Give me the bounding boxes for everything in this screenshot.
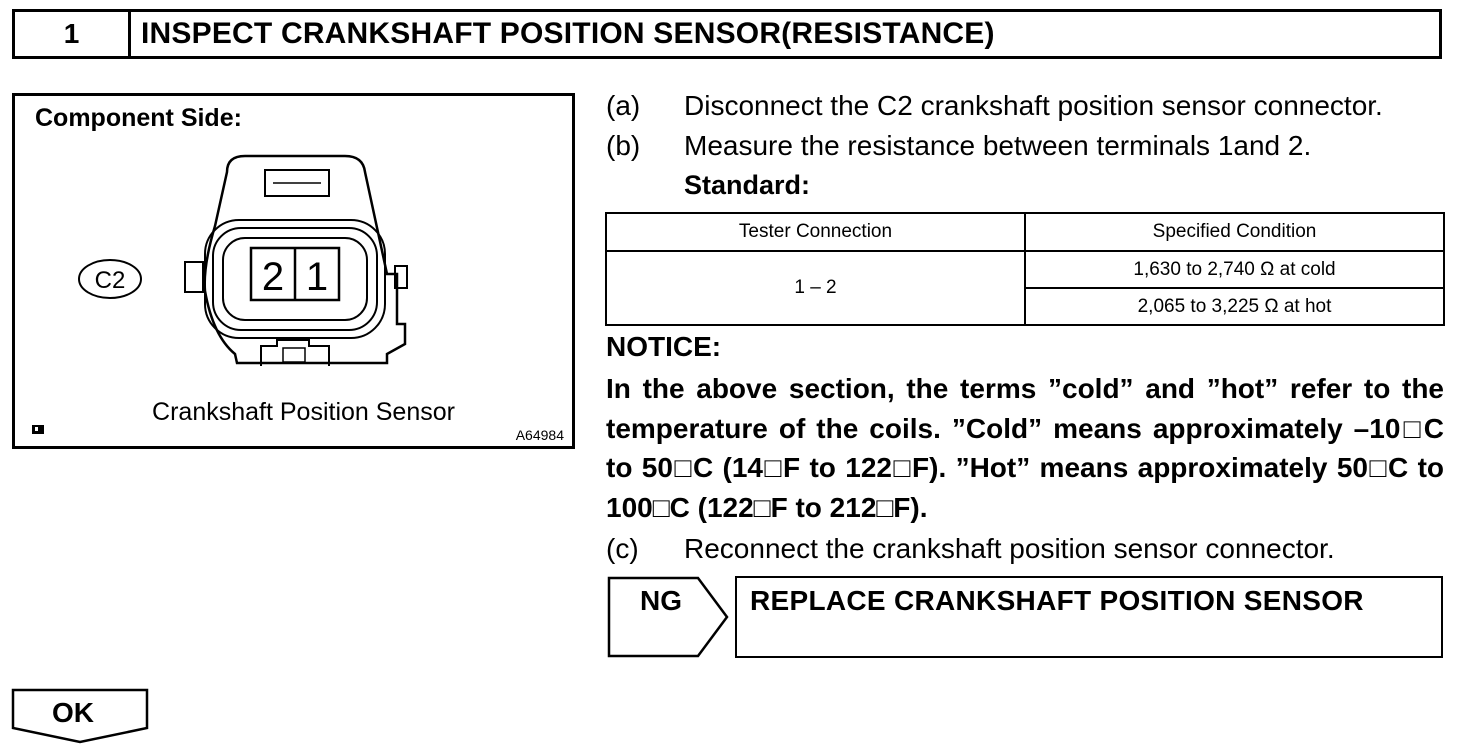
table-row: [606, 251, 1444, 288]
step-b: [606, 130, 1446, 164]
table-cell-connection: 1 – 2: [606, 251, 1025, 325]
notice-body: In the above section, the terms ”cold” and ”hot” refer to the temperature of the coils. ”Cold” means approximately –10□C to 50□C (14□F to 122□F). ”Hot” means approximately 50□C to 100□C (122□F to 212□F).: [606, 373, 1444, 523]
step-b-label: (b): [606, 130, 641, 161]
step-a-label: (a): [606, 90, 641, 121]
ok-label: OK: [52, 697, 94, 728]
table-header-row: [606, 213, 1444, 251]
print-mark-icon: [31, 424, 45, 435]
table-header: Tester Connection: [606, 213, 1025, 251]
connector-figure: [12, 93, 575, 449]
standard-label: Standard:: [684, 170, 811, 200]
ng-label: NG: [640, 585, 682, 616]
table-header: Specified Condition: [1025, 213, 1444, 251]
ng-action-text: REPLACE CRANKSHAFT POSITION SENSOR: [750, 585, 1364, 616]
step-a-text: Disconnect the C2 crankshaft position sensor connector.: [684, 90, 1383, 121]
step-title: INSPECT CRANKSHAFT POSITION SENSOR(RESISTANCE): [141, 17, 995, 50]
notice-heading: NOTICE:: [606, 331, 722, 362]
image-code: A64984: [515, 427, 564, 443]
step-a: [606, 90, 1446, 124]
connector-label: C2: [94, 267, 126, 294]
table-cell-hot: 2,065 to 3,225 Ω at hot: [1025, 288, 1444, 325]
table-cell-cold: 1,630 to 2,740 Ω at cold: [1025, 251, 1444, 288]
step-header: [12, 9, 1442, 59]
step-c-label: (c): [606, 533, 639, 564]
connector-drawing: [15, 96, 572, 446]
left-tab-outline: [185, 262, 203, 292]
step-c-text: Reconnect the crankshaft position sensor connector.: [684, 533, 1335, 564]
step-b-text: Measure the resistance between terminals 1and 2.: [684, 130, 1312, 161]
spec-table: [605, 212, 1445, 326]
step-number: 1: [15, 12, 131, 56]
pin-1-label: 1: [305, 255, 329, 299]
step-c: [606, 533, 1446, 567]
connector-housing-outline: [205, 156, 405, 363]
figure-caption: Component Side:: [35, 104, 242, 132]
part-name: Crankshaft Position Sensor: [152, 398, 455, 426]
pin-2-label: 2: [261, 255, 285, 299]
